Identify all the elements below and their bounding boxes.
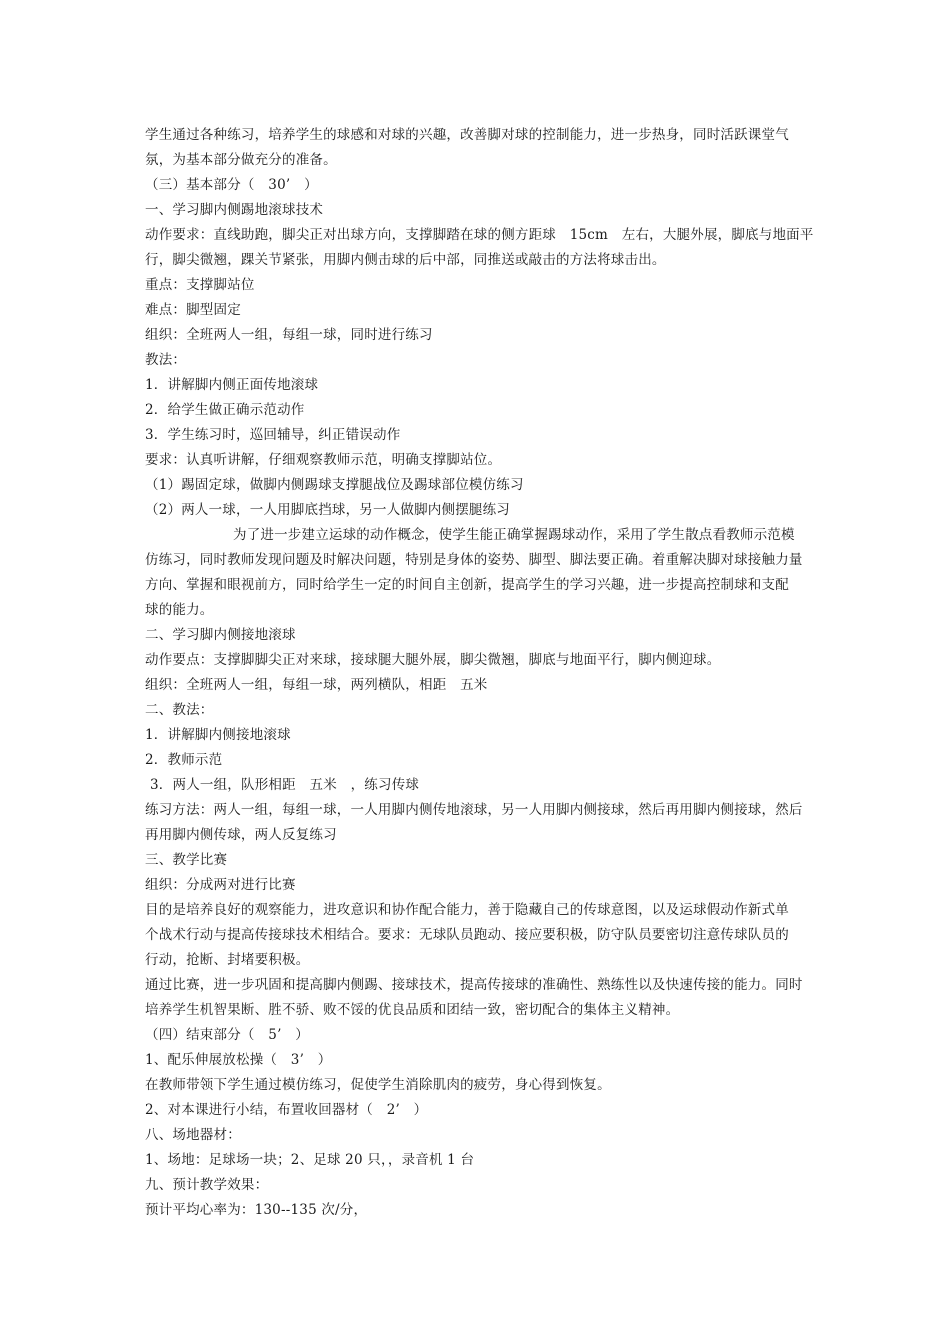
text-line: 培养学生机智果断、胜不骄、败不馁的优良品质和团结一致，密切配合的集体主义精神。 xyxy=(145,1002,680,1018)
list-item: 2、对本课进行小结，布置收回器材（ 2’ ） xyxy=(145,1102,428,1118)
text-line: 组织：全班两人一组，每组一球，同时进行练习 xyxy=(145,327,433,343)
text-line: 再用脚内侧传球，两人反复练习 xyxy=(145,827,337,843)
text-line: 学生通过各种练习，培养学生的球感和对球的兴趣，改善脚对球的控制能力，进一步热身，同时活跃课堂气 xyxy=(145,127,789,143)
text-line: 球的能力。 xyxy=(145,602,214,618)
section-heading: （四）结束部分（ 5’ ） xyxy=(145,1027,309,1043)
text-line: 重点：支撑脚站位 xyxy=(145,277,255,293)
text-line: 预计平均心率为：130--135 次/分， xyxy=(145,1202,368,1218)
list-item: 1．讲解脚内侧接地滚球 xyxy=(145,727,291,743)
text-line: 组织：分成两对进行比赛 xyxy=(145,877,296,893)
subsection-heading: 九、预计教学效果： xyxy=(145,1177,269,1193)
text-line: 在教师带领下学生通过模仿练习，促使学生消除肌肉的疲劳，身心得到恢复。 xyxy=(145,1077,611,1093)
list-item: （1）踢固定球，做脚内侧踢球支撑腿战位及踢球部位模仿练习 xyxy=(145,477,524,493)
list-item: 3．学生练习时，巡回辅导，纠正错误动作 xyxy=(145,427,401,443)
text-line: 练习方法：两人一组，每组一球，一人用脚内侧传地滚球，另一人用脚内侧接球，然后再用脚内侧接球，然后 xyxy=(145,802,803,818)
section-heading: （三）基本部分（ 30’ ） xyxy=(145,177,318,193)
subsection-heading: 三、教学比赛 xyxy=(145,852,228,868)
text-line: 行动，抢断、封堵要积极。 xyxy=(145,952,310,968)
subsection-heading: 八、场地器材： xyxy=(145,1127,241,1143)
text-line: 动作要点：支撑脚脚尖正对来球，接球腿大腿外展，脚尖微翘，脚底与地面平行，脚内侧迎球。 xyxy=(145,652,721,668)
text-line: 个战术行动与提高传接球技术相结合。要求：无球队员跑动、接应要积极，防守队员要密切注意传球队员的 xyxy=(145,927,789,943)
text-line: 1、场地：足球场一块；2、足球 20 只，，录音机 1 台 xyxy=(145,1152,475,1168)
text-line: 目的是培养良好的观察能力，进攻意识和协作配合能力，善于隐藏自己的传球意图，以及运球假动作新式单 xyxy=(145,902,789,918)
text-line: 难点：脚型固定 xyxy=(145,302,241,318)
list-item: 1、配乐伸展放松操（ 3’ ） xyxy=(145,1052,332,1068)
text-line: 氛，为基本部分做充分的准备。 xyxy=(145,152,337,168)
text-line: 二、教法： xyxy=(145,702,214,718)
list-item: （2）两人一球，一人用脚底挡球，另一人做脚内侧摆腿练习 xyxy=(145,502,510,518)
list-item: 2．教师示范 xyxy=(145,752,223,768)
text-line: 通过比赛，进一步巩固和提高脚内侧踢、接球技术，提高传接球的准确性、熟练性以及快速传接的能力。同时 xyxy=(145,977,803,993)
list-item: 3．两人一组，队形相距 五米 ，练习传球 xyxy=(150,777,420,793)
text-line: 方向、掌握和眼视前方，同时给学生一定的时间自主创新，提高学生的学习兴趣，进一步提高控制球和支配 xyxy=(145,577,789,593)
text-line: 动作要求：直线助跑，脚尖正对出球方向，支撑脚踏在球的侧方距球 15cm 左右，大腿外展，脚底与地面平 xyxy=(145,227,814,243)
text-line: 为了进一步建立运球的动作概念，使学生能正确掌握踢球动作，采用了学生散点看教师示范模 xyxy=(233,527,795,543)
list-item: 2．给学生做正确示范动作 xyxy=(145,402,305,418)
subsection-heading: 一、学习脚内侧踢地滚球技术 xyxy=(145,202,324,218)
text-line: 行，脚尖微翘，踝关节紧张，用脚内侧击球的后中部，同推送或敲击的方法将球击出。 xyxy=(145,252,666,268)
text-line: 组织：全班两人一组，每组一球，两列横队，相距 五米 xyxy=(145,677,488,693)
text-line: 要求：认真听讲解，仔细观察教师示范，明确支撑脚站位。 xyxy=(145,452,502,468)
text-line: 仿练习，同时教师发现问题及时解决问题，特别是身体的姿势、脚型、脚法要正确。着重解决脚对球接触力量 xyxy=(145,552,803,568)
list-item: 1．讲解脚内侧正面传地滚球 xyxy=(145,377,319,393)
subsection-heading: 二、学习脚内侧接地滚球 xyxy=(145,627,296,643)
text-line: 教法： xyxy=(145,352,187,368)
